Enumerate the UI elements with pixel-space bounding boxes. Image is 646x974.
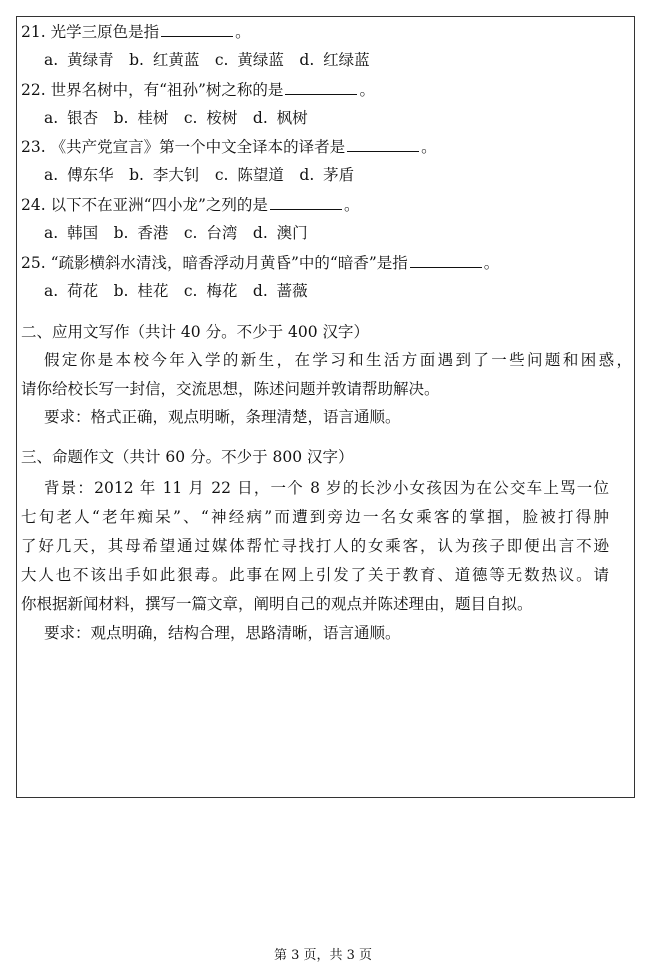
question-22	[21, 80, 375, 100]
question-stem: 22. 世界名树中，有“祖孙”树之称的是	[21, 81, 284, 99]
section3-requirement: 要求：观点明确，结构合理，思路清晰，语言通顺。	[44, 624, 401, 642]
section2-heading: 二、应用文写作（共计 40 分。不少于 400 汉字）	[21, 323, 370, 341]
punct: 。	[483, 254, 500, 272]
question-stem: 23. 《共产党宣言》第一个中文全译本的译者是	[21, 138, 346, 156]
punct: 。	[343, 196, 360, 214]
page-number: 第 3 页，共 3 页	[273, 948, 373, 963]
section3-heading: 三、命题作文（共计 60 分。不少于 800 汉字）	[21, 448, 354, 466]
section3-line: 七旬老人“老年痴呆”、“神经病”而遭到旁边一名女乘客的掌掴，脸被打得肿	[21, 508, 609, 526]
answer-blank	[410, 253, 482, 268]
question-25	[21, 253, 499, 273]
answer-blank	[270, 195, 342, 210]
section3-line: 了好几天，其母希望通过媒体帮忙寻找打人的女乘客，认为孩子即便出言不逊	[21, 537, 609, 555]
question-23	[21, 137, 437, 157]
question-22-options: a. 银杏 b. 桂树 c. 桉树 d. 枫树	[44, 109, 308, 127]
answer-blank	[161, 22, 233, 37]
answer-blank	[285, 80, 357, 95]
question-21-options: a. 黄绿青 b. 红黄蓝 c. 黄绿蓝 d. 红绿蓝	[44, 51, 370, 69]
section2-line: 假定你是本校今年入学的新生，在学习和生活方面遇到了一些问题和困惑，	[44, 351, 632, 369]
question-stem: 25. “疏影横斜水清浅，暗香浮动月黄昏”中的“暗香”是指	[21, 254, 408, 272]
section2-line: 请你给校长写一封信，交流思想，陈述问题并敦请帮助解决。	[21, 380, 440, 398]
question-23-options: a. 傅东华 b. 李大钊 c. 陈望道 d. 茅盾	[44, 166, 355, 184]
question-25-options: a. 荷花 b. 桂花 c. 梅花 d. 蔷薇	[44, 282, 308, 300]
punct: 。	[421, 138, 437, 156]
punct: 。	[235, 23, 251, 41]
punct: 。	[359, 81, 375, 99]
answer-blank	[347, 137, 419, 152]
question-stem: 24. 以下不在亚洲“四小龙”之列的是	[21, 196, 268, 214]
section3-line: 你根据新闻材料，撰写一篇文章，阐明自己的观点并陈述理由，题目自拟。	[21, 595, 533, 613]
section2-requirement: 要求：格式正确，观点明晰，条理清楚，语言通顺。	[44, 408, 401, 426]
section3-line: 背景：2012 年 11 月 22 日，一个 8 岁的长沙小女孩因为在公交车上骂一位	[44, 479, 609, 497]
question-24	[21, 195, 359, 215]
question-stem: 21. 光学三原色是指	[21, 23, 160, 41]
section3-line: 大人也不该出手如此狠毒。此事在网上引发了关于教育、道德等无数热议。请	[21, 566, 609, 584]
question-21	[21, 22, 251, 42]
question-24-options: a. 韩国 b. 香港 c. 台湾 d. 澳门	[44, 224, 308, 242]
